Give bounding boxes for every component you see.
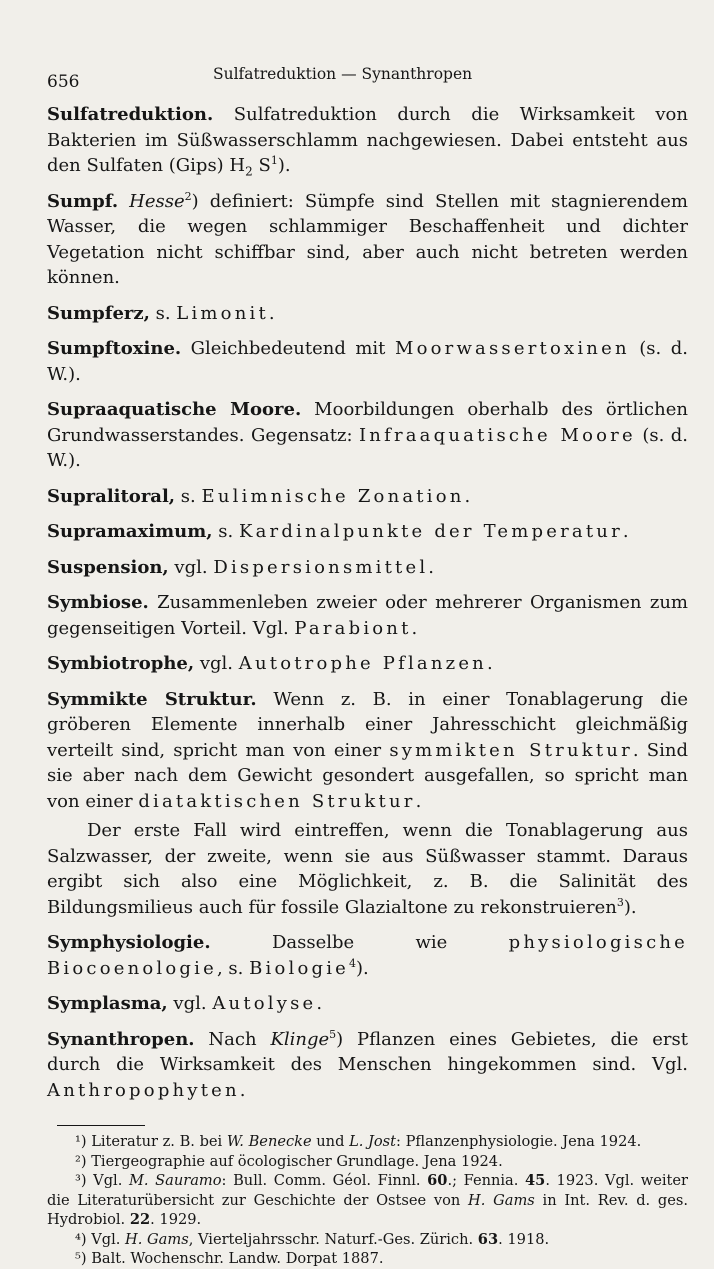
entry-symplasma <box>47 991 688 1017</box>
entry-text: . <box>622 521 629 542</box>
footnote-text: Tiergeographie auf öcologischer Grundlage. Jena 1924. <box>91 1152 503 1170</box>
entry-text: s. <box>212 521 239 542</box>
footnote-ref[interactable]: 3 <box>616 895 624 909</box>
entry-text: Moorbildungen oberhalb des örtlichen Grundwasserstandes. Gegensatz: <box>47 399 688 446</box>
footnote-text: in Int. Rev. d. ges. Hydrobiol. <box>47 1191 689 1228</box>
footnote-author: L. Jost <box>349 1133 397 1150</box>
footnote-text: Literatur z. B. bei <box>91 1133 227 1150</box>
footnote-text: . 1929. <box>150 1211 202 1228</box>
entry-head: Suspension, <box>47 556 169 578</box>
cross-reference[interactable]: Autotrophe Pflanzen <box>238 653 487 674</box>
footnote-text: Vgl. <box>93 1172 129 1189</box>
subscript: 2 <box>245 164 253 179</box>
paragraph-text: Der erste Fall wird eintreffen, wenn die Tonablagerung aus Salzwasser, der zweite, wenn sie aus Süßwasser stammt. Daraus ergibt sich also eine Möglichkeit, z. B. die Salinität des Bildungsmilieus auch für fossile Glazialtone zu rekonstruieren <box>47 820 688 918</box>
footnote-divider <box>57 1125 145 1126</box>
entry-text: ). <box>356 957 369 979</box>
footnote-mark: ⁴) <box>75 1230 92 1248</box>
entry-head: Sumpferz, <box>47 302 150 324</box>
entry-symmikte-struktur <box>47 687 688 815</box>
entry-text: ). <box>277 155 291 176</box>
author-name: Hesse <box>129 190 185 212</box>
footnote-text: : Pflanzenphysiologie. Jena 1924. <box>396 1133 642 1150</box>
footnote-text: , Vierteljahrsschr. Naturf.-Ges. Zürich. <box>188 1230 478 1248</box>
entry-sulfatreduktion <box>47 102 688 179</box>
entry-text: Dasselbe wie <box>210 932 509 953</box>
entry-head: Symmikte Struktur. <box>47 688 257 710</box>
volume-number: 45 <box>525 1172 546 1189</box>
cross-reference[interactable]: Autolyse <box>212 993 317 1014</box>
footnote-text: Vgl. <box>91 1230 126 1248</box>
entry-symphysiologie <box>47 930 688 981</box>
entry-suspension <box>47 555 688 581</box>
entry-text: Gleichbedeutend mit <box>181 338 395 359</box>
entry-text: (s. d. W.). <box>47 424 689 471</box>
cross-reference[interactable]: Dispersionsmittel <box>213 556 429 578</box>
entry-text: . <box>464 485 471 507</box>
entry-text: Zusammenleben zweier oder mehrerer Organismen zum gegenseitigen Vorteil. Vgl. <box>47 592 688 639</box>
entry-text: . <box>415 790 422 812</box>
footnote-mark: ²) <box>75 1152 92 1170</box>
entry-text: (s. d. W.). <box>47 338 688 385</box>
author-name: Klinge <box>270 1028 330 1050</box>
entry-head: Symplasma, <box>47 993 168 1014</box>
entry-text: S <box>252 155 271 176</box>
page-number: 656 <box>47 72 80 92</box>
entry-head: Sulfatreduktion. <box>47 104 214 125</box>
entry-supramaximum <box>47 519 688 545</box>
entry-head: Supramaximum, <box>47 521 213 542</box>
entry-sumpf <box>47 189 688 291</box>
entry-text: . <box>239 1079 246 1101</box>
footnotes <box>47 1132 688 1269</box>
entry-text: ) Pflanzen eines Gebietes, die erst durch die Wirksamkeit des Menschen hingekommen sind. Vgl. <box>47 1028 688 1075</box>
cross-reference[interactable]: Parabiont <box>294 617 412 639</box>
entry-text: . <box>268 302 275 324</box>
entry-sumpferz <box>47 301 688 327</box>
footnote-4 <box>47 1230 688 1250</box>
footnote-text: . 1918. <box>498 1230 550 1248</box>
entry-sumpftoxine <box>47 336 688 387</box>
entry-head: Symbiotrophe, <box>47 653 195 674</box>
entry-text: . <box>411 617 418 639</box>
entry-text: Wenn z. B. in einer Tonablagerung die gröberen Elemente innerhalb einer Jahresschicht gleichmäßig verteilt sind, spricht man von einer <box>47 688 688 761</box>
entry-supraaquatische-moore <box>47 397 688 474</box>
entry-head: Synanthropen. <box>47 1028 195 1050</box>
footnote-author: H. Gams <box>125 1230 189 1248</box>
entry-head: Supraaquatische Moore. <box>47 399 302 420</box>
entry-supralitoral <box>47 484 688 510</box>
cross-reference[interactable]: Limonit <box>176 302 269 324</box>
entry-head: Symbiose. <box>47 592 149 613</box>
cross-reference[interactable]: physiologische Biocoenologie <box>47 932 688 979</box>
entry-text: , s. <box>216 957 250 979</box>
cross-reference[interactable]: Moorwassertoxinen <box>394 338 630 359</box>
entry-text: . <box>428 556 435 578</box>
footnote-author: M. Sauramo <box>128 1172 222 1189</box>
footnote-1 <box>47 1132 688 1152</box>
footnote-text: Balt. Wochenschr. Landw. Dorpat 1887. <box>91 1250 384 1267</box>
page-header <box>47 62 688 102</box>
footnote-ref[interactable]: 1 <box>270 154 278 167</box>
footnote-ref[interactable]: 5 <box>329 1027 337 1041</box>
footnote-text: . 1923. Vgl. weiter die Literaturübersicht zur Geschichte der Ostsee von <box>47 1172 689 1209</box>
footnote-ref[interactable]: 4 <box>349 956 357 970</box>
term-spaced: symmikten Struktur <box>389 739 633 761</box>
term-spaced: diataktischen Struktur <box>138 790 416 812</box>
entry-text: . <box>486 653 493 674</box>
entry-symbiose <box>47 590 688 641</box>
entry-text: . <box>316 993 323 1014</box>
footnote-text: und <box>311 1133 350 1150</box>
footnote-ref[interactable]: 2 <box>184 189 192 203</box>
running-title: Sulfatreduktion — Synanthropen <box>213 65 473 83</box>
entry-symbiotrophe <box>47 651 688 677</box>
entry-text: . Sind sie aber nach dem Gewicht gesondert ausgefallen, so spricht man von einer <box>47 739 689 812</box>
footnote-3 <box>47 1171 688 1230</box>
cross-reference[interactable]: Kardinalpunkte der Temperatur <box>238 521 623 542</box>
entry-paragraph <box>47 818 688 920</box>
cross-reference[interactable]: Anthropophyten <box>47 1079 240 1101</box>
cross-reference[interactable]: Biologie <box>249 957 350 979</box>
entry-text: ). <box>623 896 637 918</box>
entry-text: Sulfatreduktion durch die Wirksamkeit von Bakterien im Süßwasserschlamm nachgewiesen. Dabei entsteht aus den Sulfaten (Gips) H <box>47 104 688 176</box>
footnote-mark: ¹) <box>75 1133 92 1150</box>
footnote-author: W. Benecke <box>226 1133 312 1150</box>
footnote-mark: ³) <box>75 1172 94 1189</box>
footnote-mark: ⁵) <box>75 1250 92 1267</box>
entry-head: Sumpftoxine. <box>47 338 182 359</box>
entry-text: vgl. <box>194 653 239 674</box>
entry-text: Nach <box>194 1028 271 1050</box>
entry-text: s. <box>149 302 177 324</box>
entry-head: Symphysiologie. <box>47 932 211 953</box>
cross-reference[interactable]: Eulimnische Zonation <box>201 485 465 507</box>
volume-number: 60 <box>427 1172 448 1189</box>
volume-number: 63 <box>477 1230 499 1248</box>
entry-head: Supralitoral, <box>47 485 176 507</box>
entry-text: s. <box>175 485 202 507</box>
volume-number: 22 <box>129 1211 151 1228</box>
cross-reference[interactable]: Infraaquatische Moore <box>358 424 636 446</box>
footnote-2 <box>47 1152 688 1172</box>
footnote-5 <box>47 1249 688 1269</box>
entry-text: vgl. <box>167 993 213 1014</box>
footnote-author: H. Gams <box>468 1191 535 1209</box>
entry-text: ) definiert: Sümpfe sind Stellen mit stagnierendem Wasser, die wegen schlammiger Beschaffenheit und dichter Vegetation nicht schiffbar sind, aber auch nicht betreten werden können. <box>47 190 688 288</box>
footnote-text: : Bull. Comm. Géol. Finnl. <box>221 1172 428 1189</box>
footnote-text: .; Fennia. <box>447 1172 525 1189</box>
entry-text: vgl. <box>168 556 214 578</box>
entry-synanthropen <box>47 1027 688 1104</box>
entry-head: Sumpf. <box>47 190 119 212</box>
